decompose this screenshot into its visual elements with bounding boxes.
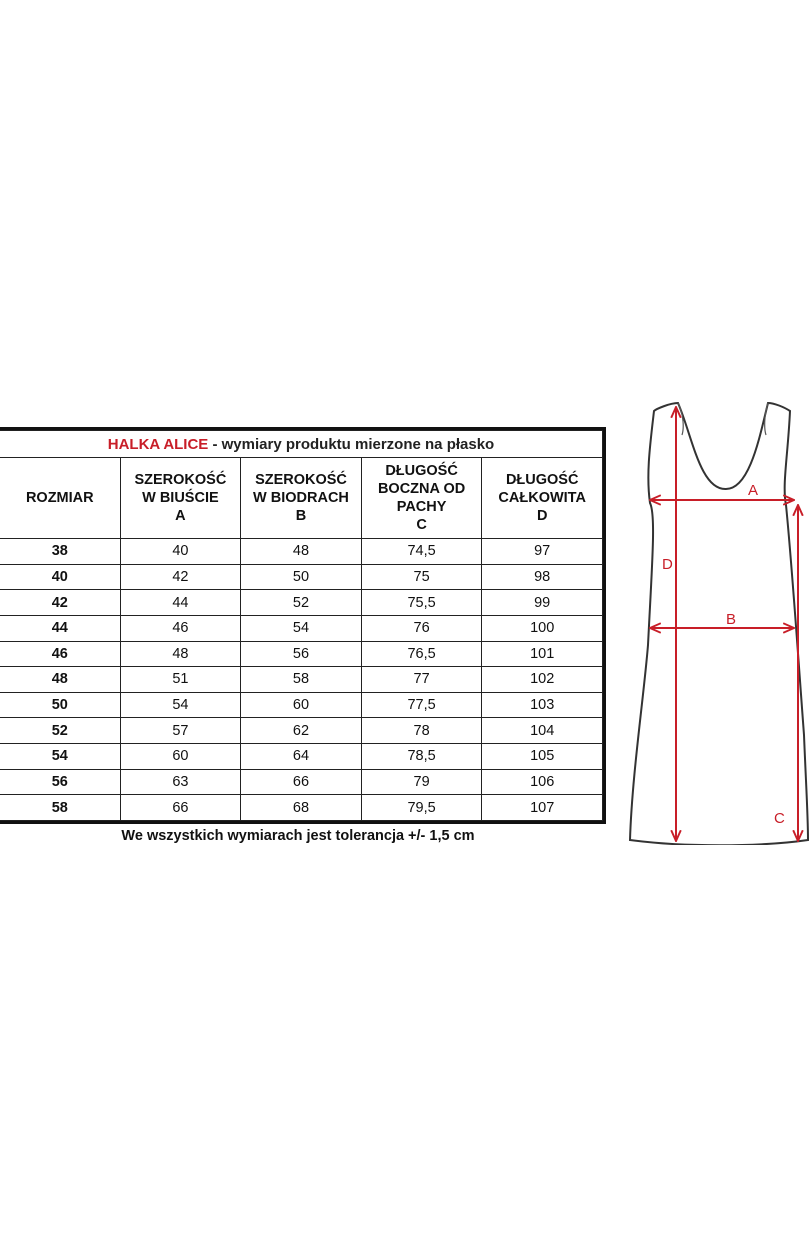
hip-width-cell: 48 [241, 539, 362, 565]
table-row [0, 769, 603, 795]
side-length-cell: 75,5 [361, 590, 482, 616]
bust-width-cell: 54 [120, 692, 241, 718]
size-cell: 38 [0, 539, 120, 565]
hip-width-cell: 50 [241, 564, 362, 590]
table-title-text: - wymiary produktu mierzone na płasko [208, 435, 495, 453]
label-b: B [726, 611, 737, 628]
total-length-cell: 106 [482, 769, 603, 795]
total-length-cell: 102 [482, 667, 603, 693]
size-cell: 46 [0, 641, 120, 667]
side-length-cell: 78 [361, 718, 482, 744]
header-bust-width: SZEROKOŚĆ W BIUŚCIE A [120, 458, 241, 539]
size-cell: 56 [0, 769, 120, 795]
bust-width-cell: 46 [120, 615, 241, 641]
header-side-length: DŁUGOŚĆ BOCZNA OD PACHY C [361, 458, 482, 539]
tolerance-note: We wszystkich wymiarach jest tolerancja +/- 1,5 cm [121, 828, 475, 844]
side-length-cell: 79,5 [361, 795, 482, 821]
header-size: ROZMIAR [0, 458, 120, 539]
side-length-cell: 78,5 [361, 744, 482, 770]
hip-width-cell: 54 [241, 615, 362, 641]
total-length-cell: 101 [482, 641, 603, 667]
hip-width-cell: 68 [241, 795, 362, 821]
hip-width-cell: 64 [241, 744, 362, 770]
total-length-cell: 100 [482, 615, 603, 641]
table-title [0, 431, 603, 458]
hip-width-cell: 66 [241, 769, 362, 795]
side-length-cell: 74,5 [361, 539, 482, 565]
bust-width-cell: 42 [120, 564, 241, 590]
size-cell: 40 [0, 564, 120, 590]
size-table [0, 427, 606, 824]
header-hip-width: SZEROKOŚĆ W BIODRACH B [241, 458, 362, 539]
total-length-cell: 104 [482, 718, 603, 744]
size-cell: 50 [0, 692, 120, 718]
side-length-cell: 75 [361, 564, 482, 590]
bust-width-cell: 51 [120, 667, 241, 693]
hip-width-cell: 60 [241, 692, 362, 718]
side-length-cell: 77,5 [361, 692, 482, 718]
size-cell: 52 [0, 718, 120, 744]
hip-width-cell: 56 [241, 641, 362, 667]
label-a: A [748, 482, 759, 499]
bust-width-cell: 48 [120, 641, 241, 667]
hip-width-cell: 58 [241, 667, 362, 693]
dress-outline [630, 403, 808, 845]
bust-width-cell: 60 [120, 744, 241, 770]
size-cell: 48 [0, 667, 120, 693]
total-length-cell: 97 [482, 539, 603, 565]
size-cell: 44 [0, 615, 120, 641]
size-cell: 58 [0, 795, 120, 821]
dress-neckline-inner [678, 403, 768, 435]
bust-width-cell: 40 [120, 539, 241, 565]
total-length-cell: 103 [482, 692, 603, 718]
table-row [0, 744, 603, 770]
table-row [0, 564, 603, 590]
size-cell: 42 [0, 590, 120, 616]
size-cell: 54 [0, 744, 120, 770]
total-length-cell: 99 [482, 590, 603, 616]
table-row [0, 641, 603, 667]
table-row [0, 539, 603, 565]
hip-width-cell: 52 [241, 590, 362, 616]
table-row [0, 692, 603, 718]
label-c: C [774, 810, 785, 827]
total-length-cell: 107 [482, 795, 603, 821]
side-length-cell: 76,5 [361, 641, 482, 667]
product-name: HALKA ALICE [107, 435, 209, 453]
label-d: D [662, 556, 673, 573]
header-total-length: DŁUGOŚĆ CAŁKOWITA D [482, 458, 603, 539]
bust-width-cell: 44 [120, 590, 241, 616]
total-length-cell: 98 [482, 564, 603, 590]
dress-measurement-diagram [620, 395, 810, 845]
side-length-cell: 79 [361, 769, 482, 795]
bust-width-cell: 57 [120, 718, 241, 744]
table-row [0, 615, 603, 641]
total-length-cell: 105 [482, 744, 603, 770]
side-length-cell: 77 [361, 667, 482, 693]
table-row [0, 667, 603, 693]
side-length-cell: 76 [361, 615, 482, 641]
bust-width-cell: 63 [120, 769, 241, 795]
table-row [0, 718, 603, 744]
table-row [0, 590, 603, 616]
hip-width-cell: 62 [241, 718, 362, 744]
bust-width-cell: 66 [120, 795, 241, 821]
table-row [0, 795, 603, 821]
